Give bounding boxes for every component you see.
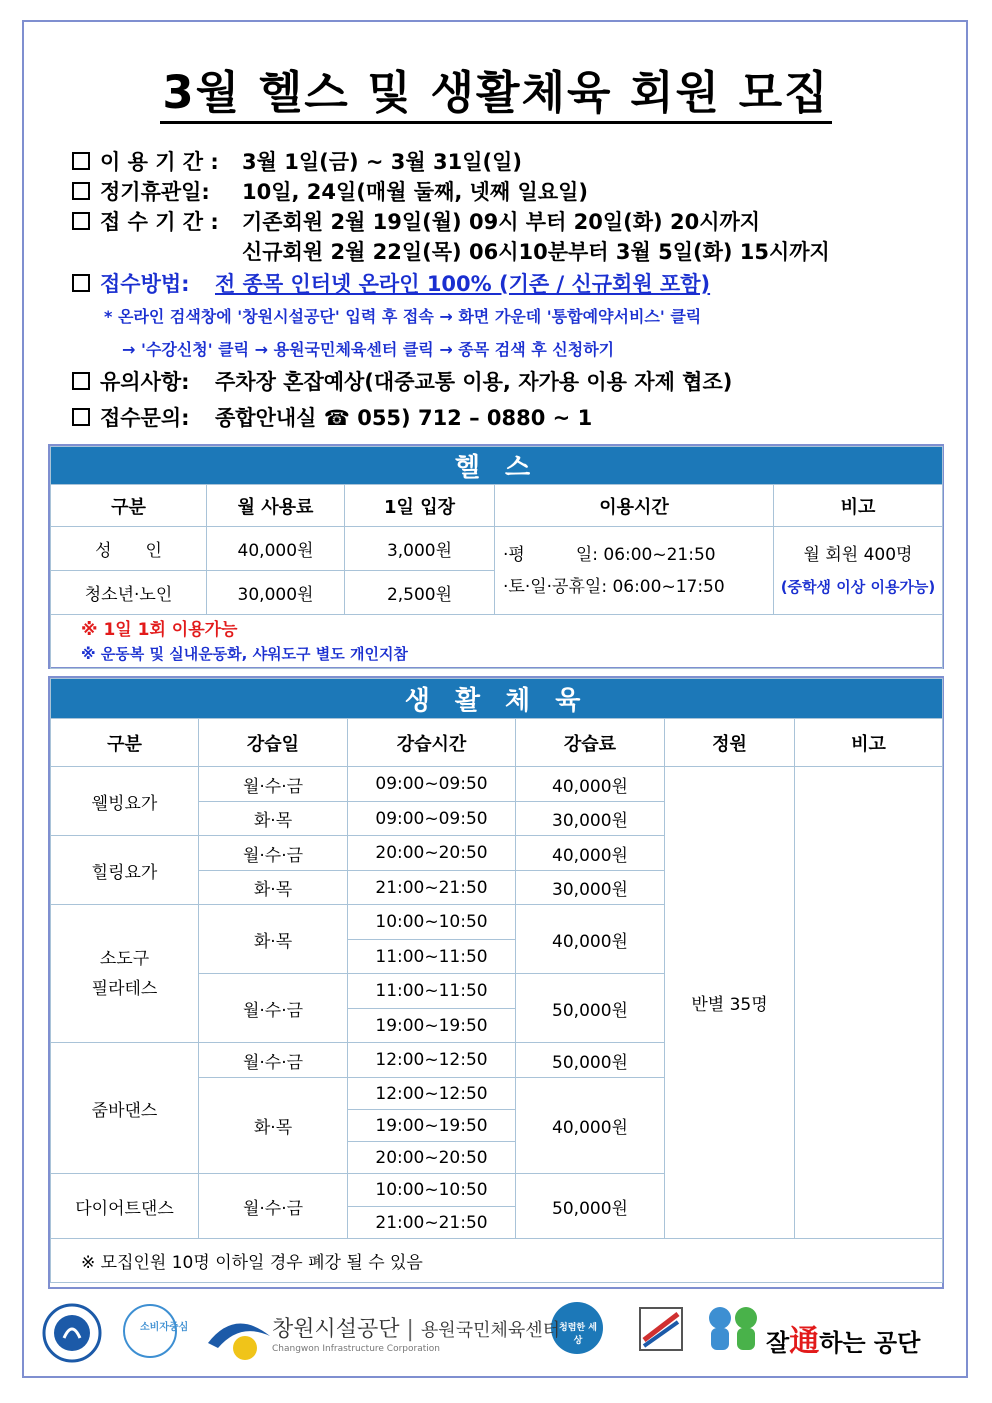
reception-row2 <box>72 236 952 266</box>
class-time: 20:00~20:50 <box>348 1142 516 1174</box>
hours-weekend: ·토·일·공휴일: 06:00~17:50 <box>503 576 725 597</box>
table-row <box>51 527 943 571</box>
class-fee: 50,000원 <box>516 974 665 1043</box>
class-days: 월·수·금 <box>199 1043 348 1078</box>
consumer-logo: 소비자중심 <box>140 1322 189 1333</box>
class-fee: 50,000원 <box>516 1043 665 1078</box>
class-time: 11:00~11:50 <box>348 974 516 1009</box>
logo-bar <box>40 1298 950 1368</box>
member-type: 성 인 <box>51 527 207 571</box>
remark-cell <box>795 767 943 1239</box>
sports-footnote: ※ 모집인원 10명 이하일 경우 폐강 될 수 있음 <box>51 1239 943 1283</box>
col-header: 이용시간 <box>495 485 774 527</box>
monthly-fee: 40,000원 <box>207 527 345 571</box>
col-header: 비고 <box>795 719 943 767</box>
checkbox-icon <box>72 408 90 426</box>
health-footnotes <box>51 615 943 669</box>
class-name: 힐링요가 <box>51 836 199 905</box>
class-days: 월·수·금 <box>199 974 348 1043</box>
caution-value: 주차장 혼잡예상(대중교통 이용, 자가용 이용 자제 협조) <box>215 370 733 394</box>
method-value: 전 종목 인터넷 온라인 100% (기존 / 신규회원 포함) <box>215 272 711 296</box>
col-header: 강습료 <box>516 719 665 767</box>
footnote-gear: ※ 운동복 및 실내운동화, 샤워도구 별도 개인지참 <box>81 644 408 663</box>
class-name: 웰빙요가 <box>51 767 199 836</box>
col-header: 강습일 <box>199 719 348 767</box>
class-name: 줌바댄스 <box>51 1043 199 1174</box>
closed-value: 10일, 24일(매월 둘째, 넷째 일요일) <box>242 180 588 204</box>
class-time: 19:00~19:50 <box>348 1110 516 1142</box>
class-time: 12:00~12:50 <box>348 1078 516 1110</box>
class-name: 다이어트댄스 <box>51 1174 199 1239</box>
slogan: 잘通하는 공단 <box>766 1324 921 1359</box>
class-days: 화·목 <box>199 1078 348 1174</box>
class-time: 12:00~12:50 <box>348 1043 516 1078</box>
sports-table <box>50 678 943 1283</box>
remark-capacity: 월 회원 400명 <box>803 544 913 565</box>
class-fee: 40,000원 <box>516 836 665 871</box>
class-days: 화·목 <box>199 802 348 836</box>
class-time: 11:00~11:50 <box>348 940 516 974</box>
col-header: 강습시간 <box>348 719 516 767</box>
checkbox-icon <box>72 372 90 390</box>
col-header: 구분 <box>51 719 199 767</box>
checkbox-icon <box>72 274 90 292</box>
table-row <box>51 767 943 802</box>
page-title: 3월 헬스 및 생활체육 회원 모집 <box>0 56 992 121</box>
footnote-once: ※ 1일 1회 이용가능 <box>81 619 238 640</box>
center-name: 용원국민체육센터 <box>420 1320 561 1341</box>
class-fee: 30,000원 <box>516 802 665 836</box>
class-days: 월·수·금 <box>199 836 348 871</box>
class-time: 19:00~19:50 <box>348 1009 516 1043</box>
class-name: 소도구 필라테스 <box>51 905 199 1043</box>
class-fee: 30,000원 <box>516 871 665 905</box>
remark-cell <box>774 527 943 615</box>
class-time: 10:00~10:50 <box>348 905 516 940</box>
col-header: 구분 <box>51 485 207 527</box>
inquiry-row: 접수문의: 종합안내실 ☎ 055) 712 – 0880 ~ 1 <box>72 402 190 432</box>
member-type: 청소년·노인 <box>51 571 207 615</box>
class-time: 09:00~09:50 <box>348 767 516 802</box>
capacity-cell: 반별 35명 <box>665 767 795 1239</box>
hours-weekday: ·평 일: 06:00~21:50 <box>503 544 716 565</box>
method-row: 접수방법: 전 종목 인터넷 온라인 100% (기존 / 신규회원 포함) <box>72 268 952 298</box>
method-note-2: → '수강신청' 클릭 → 용원국민체육센터 클릭 → 종목 검색 후 신청하기 <box>122 340 615 359</box>
reception-line2: 신규회원 2월 22일(목) 06시10분부터 3월 5일(화) 15시까지 <box>242 240 830 264</box>
health-header: 헬 스 <box>51 447 943 485</box>
checkbox-icon <box>72 182 90 200</box>
class-days: 월·수·금 <box>199 767 348 802</box>
class-time: 10:00~10:50 <box>348 1174 516 1207</box>
col-header: 월 사용료 <box>207 485 345 527</box>
daily-fee: 3,000원 <box>345 527 495 571</box>
class-fee: 40,000원 <box>516 767 665 802</box>
col-header: 1일 입장 <box>345 485 495 527</box>
corp-name: 창원시설공단 <box>272 1317 400 1342</box>
health-table <box>50 446 943 669</box>
clean-logo: 청렴한 세상 <box>559 1323 597 1346</box>
closed-row: 정기휴관일: 10일, 24일(매월 둘째, 넷째 일요일) <box>72 176 952 206</box>
monthly-fee: 30,000원 <box>207 571 345 615</box>
class-fee: 50,000원 <box>516 1174 665 1239</box>
reception-line1: 기존회원 2월 19일(월) 09시 부터 20일(화) 20시까지 <box>242 210 761 234</box>
period-row: 이 용 기 간 : 3월 1일(금) ~ 3월 31일(일) <box>72 146 952 176</box>
class-time: 21:00~21:50 <box>348 871 516 905</box>
class-time: 09:00~09:50 <box>348 802 516 836</box>
caution-row: 유의사항: 주차장 혼잡예상(대중교통 이용, 자가용 이용 자제 협조) <box>72 366 190 396</box>
col-header: 정원 <box>665 719 795 767</box>
sports-header: 생 활 체 육 <box>51 679 943 719</box>
reception-row: 접 수 기 간 : 기존회원 2월 19일(월) 09시 부터 20일(화) 20시까지 <box>72 206 952 236</box>
info-section <box>72 146 952 298</box>
inquiry-value: 종합안내실 ☎ 055) 712 – 0880 ~ 1 <box>215 406 593 430</box>
checkbox-icon <box>72 152 90 170</box>
class-time: 20:00~20:50 <box>348 836 516 871</box>
checkbox-icon <box>72 212 90 230</box>
remark-age: (중학생 이상 이용가능) <box>780 577 936 596</box>
class-days: 월·수·금 <box>199 1174 348 1239</box>
col-header: 비고 <box>774 485 943 527</box>
class-fee: 40,000원 <box>516 1078 665 1174</box>
class-days: 화·목 <box>199 905 348 974</box>
corp-english: Changwon Infrastructure Corporation <box>272 1344 440 1354</box>
method-note-1: * 온라인 검색창에 '창원시설공단' 입력 후 접속 → 화면 가운데 '통합예약서비스' 클릭 <box>104 307 702 326</box>
class-time: 21:00~21:50 <box>348 1207 516 1239</box>
daily-fee: 2,500원 <box>345 571 495 615</box>
class-days: 화·목 <box>199 871 348 905</box>
class-fee: 40,000원 <box>516 905 665 974</box>
hours-cell <box>495 527 774 615</box>
period-value: 3월 1일(금) ~ 3월 31일(일) <box>242 150 523 174</box>
corp-logo: 창원시설공단 | 용원국민체육센터 <box>272 1317 561 1342</box>
